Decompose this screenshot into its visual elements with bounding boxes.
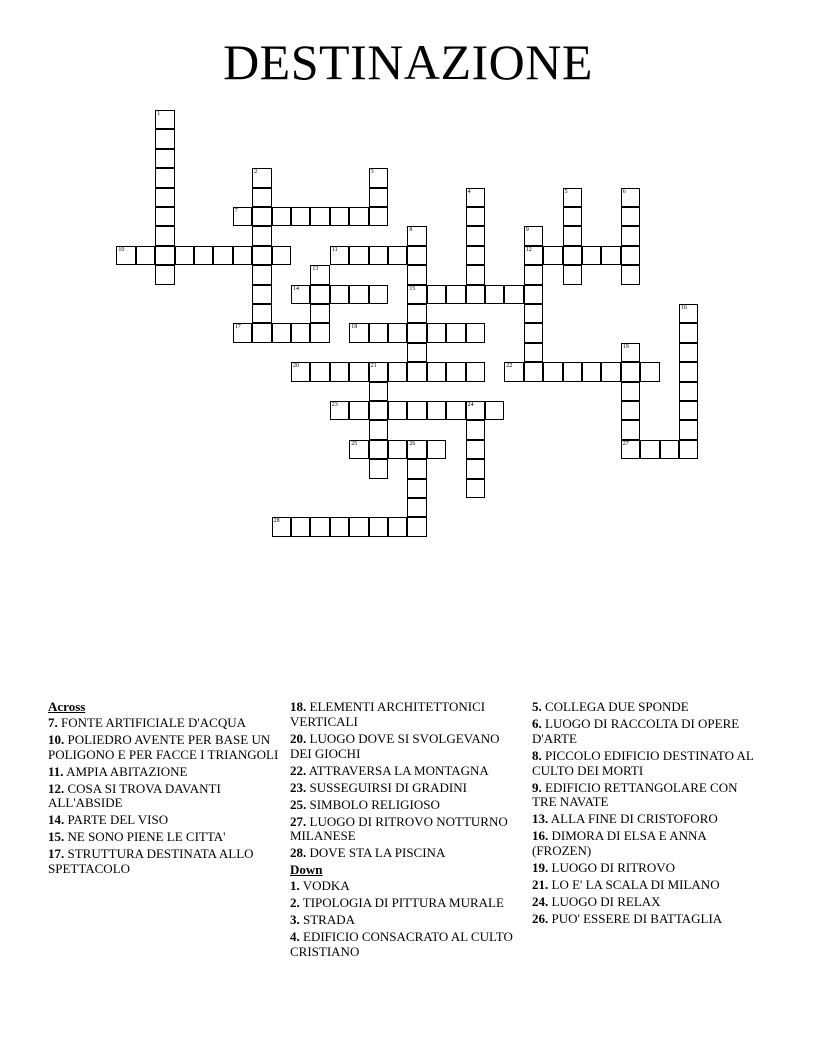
grid-cell[interactable] [679, 420, 698, 439]
grid-cell[interactable] [388, 517, 407, 536]
clue-text: TIPOLOGIA DI PITTURA MURALE [299, 895, 504, 911]
clue-label-number: 15. [48, 829, 65, 845]
clue-label-number: 14. [48, 812, 65, 828]
grid-cell[interactable] [369, 207, 388, 226]
grid-cell[interactable] [679, 401, 698, 420]
clue-text: DOVE STA LA PISCINA [306, 845, 446, 861]
clue-number: 20 [293, 363, 299, 370]
clue-label-number: 2. [290, 895, 300, 911]
clue-text: PICCOLO EDIFICIO DESTINATO AL CULTO DEI MORTI [532, 747, 754, 778]
clue-label-number: 21. [532, 877, 549, 893]
grid-cell[interactable] [252, 265, 271, 284]
grid-cell[interactable] [252, 168, 271, 187]
grid-cell[interactable] [252, 207, 271, 226]
clue-text: ATTRAVERSA LA MONTAGNA [306, 762, 489, 778]
grid-cell[interactable] [369, 323, 388, 342]
clue-number: 16 [681, 305, 687, 311]
across-clue [290, 732, 522, 762]
grid-cell[interactable] [330, 246, 349, 265]
down-clue [532, 749, 764, 779]
grid-cell[interactable] [446, 401, 465, 420]
grid-cell[interactable] [407, 246, 426, 265]
clue-number: 2 [254, 169, 258, 176]
clue-label-number: 6. [532, 715, 542, 731]
clue-number: 18 [351, 324, 358, 331]
clue-text: LUOGO DI RELAX [548, 894, 661, 910]
grid-cell[interactable] [388, 246, 407, 265]
grid-cell[interactable] [369, 420, 388, 439]
clue-number: 7 [234, 208, 238, 214]
down-clue [532, 829, 764, 859]
grid-cell[interactable] [369, 362, 388, 381]
grid-cell[interactable] [407, 517, 426, 536]
grid-cell[interactable] [427, 362, 446, 381]
clue-label-number: 19. [532, 860, 549, 876]
down-clue [290, 913, 522, 928]
clue-text: EDIFICIO RETTANGOLARE CON TRE NAVATE [532, 779, 738, 810]
across-clue [48, 733, 280, 763]
across-clue [48, 847, 280, 877]
clue-text: STRUTTURA DESTINATA ALLO SPETTACOLO [48, 846, 254, 877]
clue-number: 19 [622, 343, 629, 350]
grid-cell[interactable] [349, 517, 368, 536]
down-clue [290, 879, 522, 894]
clue-column-1 [48, 700, 280, 879]
grid-cell[interactable] [310, 323, 329, 342]
grid-cell[interactable] [466, 285, 485, 304]
grid-cell[interactable] [155, 207, 174, 226]
grid-cell[interactable] [563, 265, 582, 284]
clue-label-number: 11. [48, 763, 64, 779]
clue-text: COLLEGA DUE SPONDE [541, 699, 689, 714]
grid-cell[interactable] [601, 362, 620, 381]
grid-cell[interactable] [155, 149, 174, 168]
grid-cell[interactable] [369, 168, 388, 187]
clue-number: 26 [409, 440, 416, 447]
grid-cell[interactable] [330, 207, 349, 226]
clue-label-number: 26. [532, 911, 549, 927]
down-clue [290, 896, 522, 911]
clue-text: NE SONO PIENE LE CITTA' [64, 829, 226, 845]
down-clue [532, 878, 764, 893]
grid-cell[interactable] [272, 207, 291, 226]
grid-cell[interactable] [601, 246, 620, 265]
grid-cell[interactable] [543, 246, 562, 265]
grid-cell[interactable] [407, 362, 426, 381]
grid-cell[interactable] [369, 285, 388, 304]
grid-cell[interactable] [466, 188, 485, 207]
grid-cell[interactable] [136, 246, 155, 265]
clue-text: SIMBOLO RELIGIOSO [306, 796, 440, 812]
grid-cell[interactable] [563, 246, 582, 265]
clue-text: STRADA [299, 912, 356, 928]
grid-cell[interactable] [407, 265, 426, 284]
clue-text: PUO' ESSERE DI BATTAGLIA [548, 911, 723, 927]
across-clue [48, 813, 280, 828]
grid-cell[interactable] [233, 207, 252, 226]
grid-cell[interactable] [466, 265, 485, 284]
clue-label-number: 28. [290, 845, 307, 861]
clue-text: AMPIA ABITAZIONE [63, 763, 188, 779]
down-clue [532, 781, 764, 811]
clue-text: LUOGO DI RITROVO [548, 860, 675, 876]
across-clue [290, 798, 522, 813]
grid-cell[interactable] [116, 246, 135, 265]
down-clue [532, 812, 764, 827]
grid-cell[interactable] [446, 362, 465, 381]
grid-cell[interactable] [349, 440, 368, 459]
grid-cell[interactable] [291, 285, 310, 304]
clue-number: 12 [525, 246, 532, 253]
grid-cell[interactable] [407, 323, 426, 342]
grid-cell[interactable] [621, 207, 640, 226]
grid-cell[interactable] [485, 401, 504, 420]
grid-cell[interactable] [407, 440, 426, 459]
down-heading: Down [290, 862, 323, 878]
grid-cell[interactable] [621, 440, 640, 459]
across-clue [290, 846, 522, 861]
clue-label-number: 24. [532, 894, 549, 910]
grid-cell[interactable] [407, 343, 426, 362]
clue-number: 8 [409, 227, 413, 234]
down-clue [290, 930, 522, 960]
grid-cell[interactable] [621, 382, 640, 401]
clue-text: LUOGO DI RACCOLTA DI OPERE D'ARTE [532, 715, 740, 746]
grid-cell[interactable] [407, 401, 426, 420]
grid-cell[interactable] [369, 246, 388, 265]
grid-cell[interactable] [466, 401, 485, 420]
across-clue [290, 781, 522, 796]
down-clue [532, 912, 764, 927]
grid-cell[interactable] [291, 323, 310, 342]
grid-cell[interactable] [466, 207, 485, 226]
across-clue [48, 830, 280, 845]
grid-cell[interactable] [621, 226, 640, 245]
grid-cell[interactable] [175, 246, 194, 265]
grid-cell[interactable] [233, 323, 252, 342]
grid-cell[interactable] [466, 459, 485, 478]
grid-cell[interactable] [466, 479, 485, 498]
grid-cell[interactable] [194, 246, 213, 265]
grid-cell[interactable] [349, 207, 368, 226]
clue-label-number: 20. [290, 730, 307, 746]
grid-cell[interactable] [272, 517, 291, 536]
clue-label-number: 12. [48, 780, 65, 796]
grid-cell[interactable] [233, 246, 252, 265]
clue-label-number: 17. [48, 846, 65, 862]
grid-cell[interactable] [504, 285, 523, 304]
clue-label-number: 10. [48, 731, 65, 747]
grid-cell[interactable] [291, 207, 310, 226]
clue-number: 23 [331, 402, 338, 408]
grid-cell[interactable] [291, 362, 310, 381]
grid-cell[interactable] [388, 362, 407, 381]
clue-label-number: 25. [290, 796, 307, 812]
grid-cell[interactable] [621, 246, 640, 265]
grid-cell[interactable] [427, 440, 446, 459]
grid-cell[interactable] [621, 265, 640, 284]
grid-cell[interactable] [310, 304, 329, 323]
grid-cell[interactable] [524, 265, 543, 284]
clue-text: EDIFICIO CONSACRATO AL CULTO CRISTIANO [290, 929, 513, 959]
clue-label-number: 23. [290, 779, 307, 795]
grid-cell[interactable] [155, 226, 174, 245]
grid-cell[interactable] [369, 517, 388, 536]
grid-cell[interactable] [291, 517, 310, 536]
clue-number: 15 [409, 285, 416, 292]
grid-cell[interactable] [310, 362, 329, 381]
grid-cell[interactable] [349, 285, 368, 304]
grid-cell[interactable] [369, 382, 388, 401]
clue-label-number: 3. [290, 912, 300, 928]
clue-text: DIMORA DI ELSA E ANNA (FROZEN) [532, 828, 707, 859]
clue-number: 9 [525, 227, 529, 234]
grid-cell[interactable] [252, 226, 271, 245]
grid-cell[interactable] [446, 285, 465, 304]
grid-cell[interactable] [466, 226, 485, 245]
grid-cell[interactable] [563, 207, 582, 226]
clue-number: 5 [564, 188, 568, 195]
clue-text: PARTE DEL VISO [64, 812, 169, 828]
grid-cell[interactable] [524, 285, 543, 304]
clue-number: 22 [506, 363, 513, 370]
clue-label-number: 16. [532, 828, 549, 844]
grid-cell[interactable] [446, 323, 465, 342]
down-clue [532, 861, 764, 876]
grid-cell[interactable] [427, 323, 446, 342]
across-clue [290, 764, 522, 779]
grid-cell[interactable] [252, 285, 271, 304]
grid-cell[interactable] [679, 343, 698, 362]
grid-cell[interactable] [524, 226, 543, 245]
grid-cell[interactable] [524, 304, 543, 323]
clue-text: SUSSEGUIRSI DI GRADINI [306, 779, 467, 795]
clue-text: ALLA FINE DI CRISTOFORO [548, 811, 718, 827]
grid-cell[interactable] [388, 440, 407, 459]
clue-number: 27 [622, 440, 629, 447]
across-clue [290, 815, 522, 845]
clue-label-number: 7. [48, 714, 58, 730]
clue-text: LO E' LA SCALA DI MILANO [548, 877, 720, 893]
grid-cell[interactable] [621, 420, 640, 439]
clue-label-number: 9. [532, 779, 542, 795]
grid-cell[interactable] [621, 401, 640, 420]
grid-cell[interactable] [407, 304, 426, 323]
clue-label-number: 18. [290, 699, 307, 714]
grid-cell[interactable] [640, 362, 659, 381]
clue-number: 3 [370, 169, 374, 176]
grid-cell[interactable] [679, 362, 698, 381]
grid-cell[interactable] [407, 459, 426, 478]
grid-cell[interactable] [369, 401, 388, 420]
clue-label-number: 4. [290, 929, 300, 945]
grid-cell[interactable] [543, 362, 562, 381]
grid-cell[interactable] [155, 246, 174, 265]
grid-cell[interactable] [466, 440, 485, 459]
grid-cell[interactable] [388, 401, 407, 420]
grid-cell[interactable] [310, 265, 329, 284]
clue-text: POLIEDRO AVENTE PER BASE UN POLIGONO E PER FACCE I TRIANGOLI [48, 731, 279, 762]
clue-text: VODKA [299, 878, 350, 894]
grid-cell[interactable] [466, 323, 485, 342]
clue-number: 4 [467, 188, 471, 195]
grid-cell[interactable] [563, 226, 582, 245]
clue-number: 11 [331, 246, 338, 253]
clue-number: 13 [312, 266, 319, 273]
grid-cell[interactable] [349, 362, 368, 381]
clue-text: LUOGO DI RITROVO NOTTURNO MILANESE [290, 813, 508, 844]
across-heading: Across [48, 699, 86, 714]
grid-cell[interactable] [213, 246, 232, 265]
clue-label-number: 1. [290, 878, 300, 894]
grid-cell[interactable] [407, 285, 426, 304]
grid-cell[interactable] [563, 188, 582, 207]
clue-number: 24 [467, 402, 474, 408]
grid-cell[interactable] [349, 401, 368, 420]
grid-cell[interactable] [466, 420, 485, 439]
clue-number: 1 [157, 111, 161, 117]
grid-cell[interactable] [252, 323, 271, 342]
grid-cell[interactable] [155, 168, 174, 187]
grid-cell[interactable] [310, 285, 329, 304]
grid-cell[interactable] [679, 382, 698, 401]
grid-cell[interactable] [621, 362, 640, 381]
down-clue [532, 700, 764, 715]
grid-cell[interactable] [524, 323, 543, 342]
grid-cell[interactable] [660, 440, 679, 459]
grid-cell[interactable] [155, 265, 174, 284]
grid-cell[interactable] [485, 285, 504, 304]
grid-cell[interactable] [563, 362, 582, 381]
grid-cell[interactable] [369, 459, 388, 478]
across-clue [48, 765, 280, 780]
grid-cell[interactable] [155, 129, 174, 148]
grid-cell[interactable] [466, 246, 485, 265]
clue-column-3 [532, 700, 764, 929]
grid-cell[interactable] [524, 362, 543, 381]
grid-cell[interactable] [582, 362, 601, 381]
clue-number: 21 [370, 363, 377, 370]
clue-label-number: 8. [532, 747, 542, 763]
clue-label-number: 22. [290, 762, 307, 778]
clue-label-number: 5. [532, 699, 542, 714]
down-clue [532, 895, 764, 910]
grid-cell[interactable] [679, 440, 698, 459]
puzzle-title: DESTINAZIONE [223, 34, 593, 90]
grid-cell[interactable] [349, 323, 368, 342]
clue-text: COSA SI TROVA DAVANTI ALL'ABSIDE [48, 780, 221, 811]
clue-text: LUOGO DOVE SI SVOLGEVANO DEI GIOCHI [290, 730, 500, 761]
grid-cell[interactable] [155, 188, 174, 207]
grid-cell[interactable] [621, 343, 640, 362]
grid-cell[interactable] [524, 246, 543, 265]
grid-cell[interactable] [330, 362, 349, 381]
grid-cell[interactable] [330, 285, 349, 304]
grid-cell[interactable] [407, 226, 426, 245]
clue-text: ELEMENTI ARCHITETTONICI VERTICALI [290, 699, 486, 729]
clue-column-2 [290, 700, 522, 962]
grid-cell[interactable] [310, 207, 329, 226]
down-clue [532, 717, 764, 747]
clue-text: FONTE ARTIFICIALE D'ACQUA [57, 714, 247, 730]
grid-cell[interactable] [272, 246, 291, 265]
across-clue [290, 700, 522, 730]
grid-cell[interactable] [330, 401, 349, 420]
grid-cell[interactable] [252, 188, 271, 207]
across-clue [48, 716, 280, 731]
clue-number: 6 [622, 188, 626, 195]
clue-number: 10 [118, 246, 125, 253]
grid-cell[interactable] [427, 285, 446, 304]
grid-cell[interactable] [466, 362, 485, 381]
grid-cell[interactable] [679, 323, 698, 342]
clue-label-number: 27. [290, 813, 307, 829]
clue-number: 14 [293, 285, 299, 292]
grid-cell[interactable] [369, 440, 388, 459]
grid-cell[interactable] [349, 246, 368, 265]
grid-cell[interactable] [310, 517, 329, 536]
across-clue [48, 782, 280, 812]
clue-label-number: 13. [532, 811, 549, 827]
grid-cell[interactable] [369, 188, 388, 207]
grid-cell[interactable] [504, 362, 523, 381]
grid-cell[interactable] [407, 498, 426, 517]
grid-cell[interactable] [621, 188, 640, 207]
grid-cell[interactable] [155, 110, 174, 129]
grid-cell[interactable] [272, 323, 291, 342]
grid-cell[interactable] [640, 440, 659, 459]
clue-number: 25 [351, 440, 358, 447]
clue-number: 28 [273, 518, 280, 525]
grid-cell[interactable] [407, 479, 426, 498]
grid-cell[interactable] [524, 343, 543, 362]
grid-cell[interactable] [388, 323, 407, 342]
grid-cell[interactable] [330, 517, 349, 536]
grid-cell[interactable] [679, 304, 698, 323]
clue-number: 17 [234, 324, 241, 331]
grid-cell[interactable] [427, 401, 446, 420]
grid-cell[interactable] [252, 246, 271, 265]
grid-cell[interactable] [582, 246, 601, 265]
grid-cell[interactable] [252, 304, 271, 323]
